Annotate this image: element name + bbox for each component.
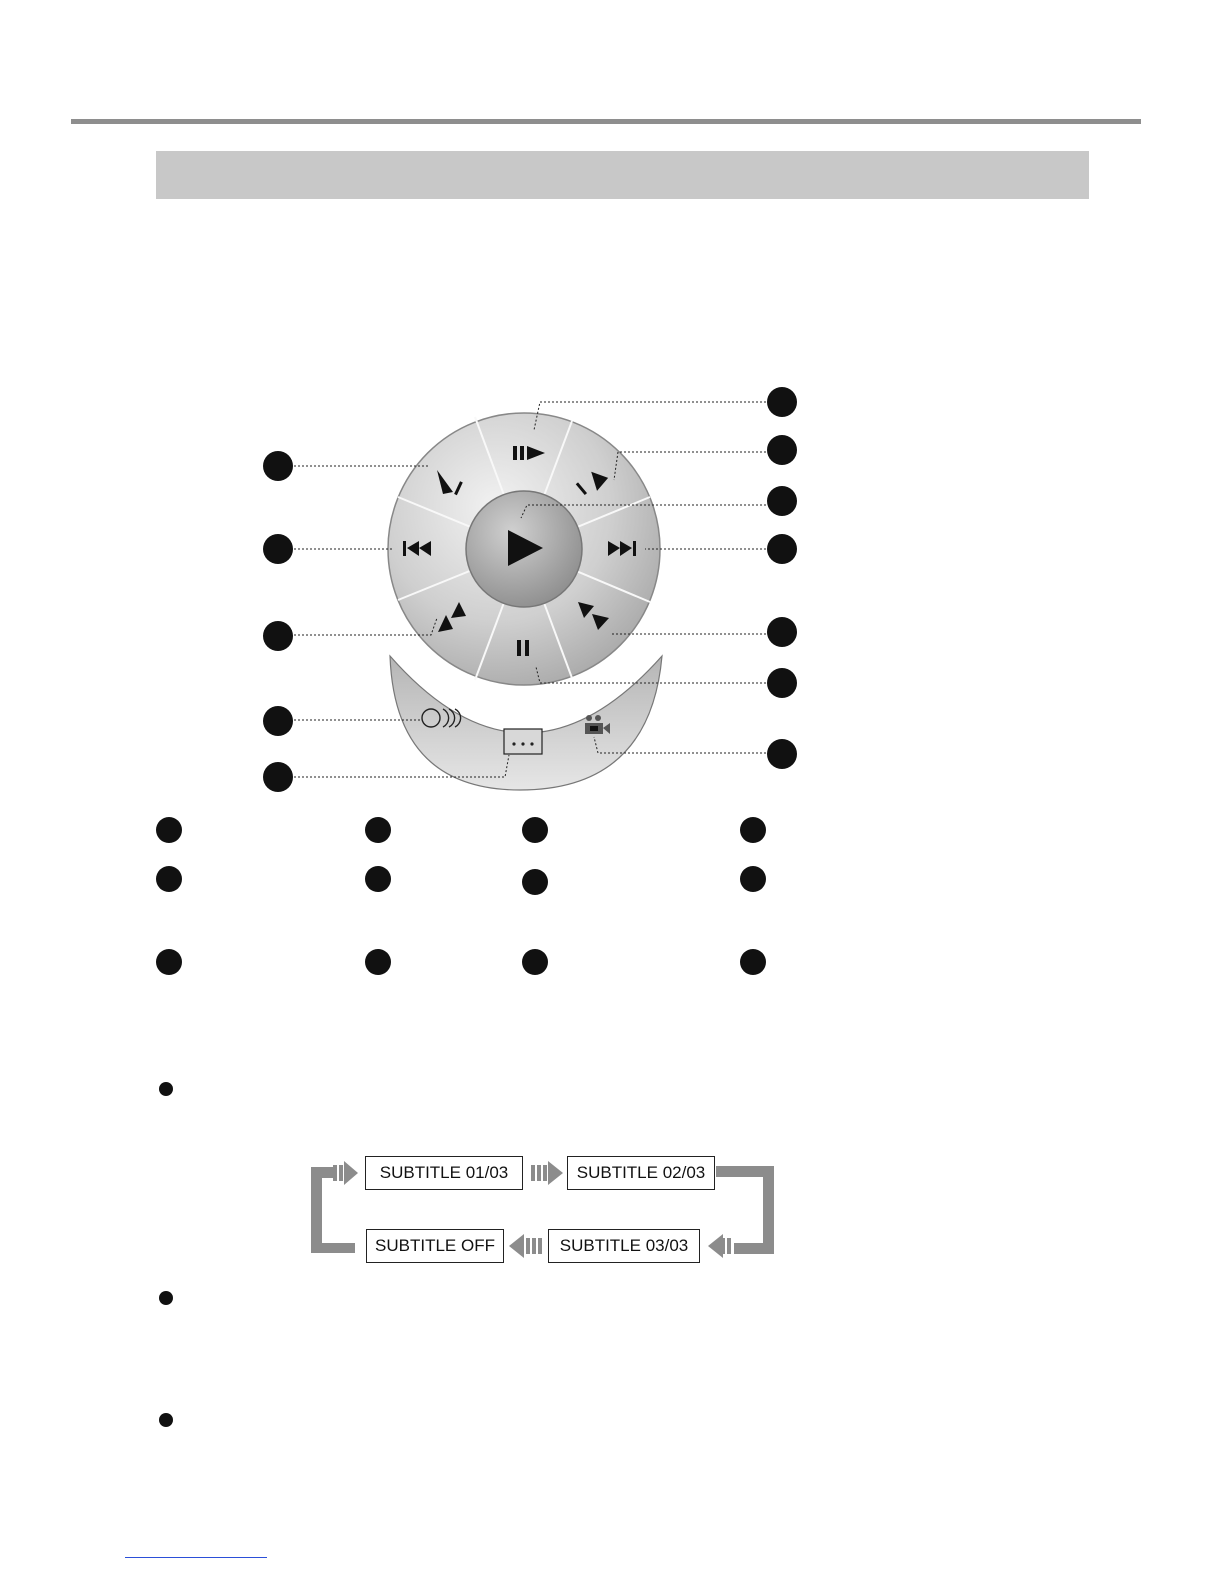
subtitle-step-3: SUBTITLE 03/03 bbox=[548, 1229, 700, 1263]
subtitle-step-off: SUBTITLE OFF bbox=[366, 1229, 504, 1263]
subtitle-step-2: SUBTITLE 02/03 bbox=[567, 1156, 715, 1190]
subtitle-step-1: SUBTITLE 01/03 bbox=[365, 1156, 523, 1190]
footer-link-underline[interactable] bbox=[125, 1557, 267, 1558]
